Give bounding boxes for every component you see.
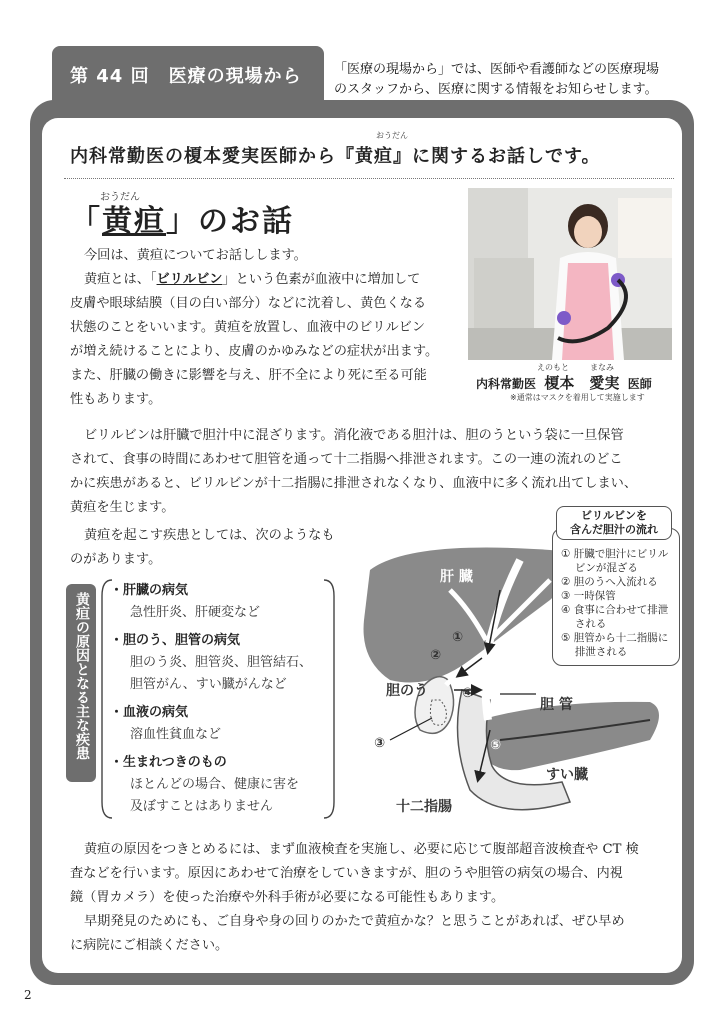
cause-group: ・生まれつきのもの ほとんどの場合、健康に害を 及ぼすことはありません — [110, 755, 300, 814]
intro-text: 「医療の現場から」では、医師や看護師などの医療現場 のスタッフから、医療に関する情報をお知らせします。 — [334, 62, 660, 97]
flow-legend-title: ビリルビンを 含んだ胆汁の流れ — [556, 506, 672, 540]
marker-5: ⑤ — [490, 738, 502, 753]
divider — [64, 178, 674, 179]
marker-2: ② — [430, 648, 442, 663]
paragraph-bilirubin: ビリルビンは肝臓で胆汁中に混ざります。消化液である胆汁は、胆のうという袋に一旦保管 されて、食事の時間にあわせて胆管を通って十二指腸へ排泄されます。この一連の流れのどこ かに疾患があると、ビリルビンが十二指腸に排泄されなくなり、血液中に多く流れ出てしまい、 黄疸を生じます。 — [70, 428, 638, 515]
series-label: 第 44 回 医療の現場から — [70, 66, 302, 87]
causes-list — [110, 580, 336, 818]
marker-4: ④ — [462, 686, 474, 701]
photo-caption: 内科常勤医 榎本 愛実 医師 — [476, 374, 652, 392]
causes-side-label: 黄疸の原因となる主な疾患 — [74, 592, 90, 760]
label-liver: 肝 臓 — [440, 569, 473, 585]
doctor-photo — [468, 188, 672, 360]
label-bileduct: 胆 管 — [540, 697, 573, 713]
headline-ruby: おうだん — [376, 131, 408, 140]
paragraph-diagnosis: 黄疸の原因をつきとめるには、まず血液検査を実施し、必要に応じて腹部超音波検査や CT 検 査などを行います。原因にあわせて治療をしていきますが、胆のうや胆管の病気の場合、内視 鏡（胃カメラ）を使った治療や外科手術が必要になる可能性もあります。 早期発見のためにも、ご自身や身の回りのかたで黄疸かな？と思うことがあれば、ぜひ早め に病院にご相談ください。 — [70, 842, 639, 953]
label-duodenum: 十二指腸 — [396, 799, 452, 815]
label-pancreas: すい臓 — [546, 767, 588, 783]
title-ruby: おうだん — [100, 192, 140, 203]
article-title: 「黄疸」のお話 — [70, 204, 294, 239]
headline: 内科常勤医の榎本愛実医師から『黄疸』に関するお話しです。 — [70, 146, 601, 167]
marker-1: ① — [452, 630, 464, 645]
name-ruby-given: まなみ — [590, 363, 614, 372]
cause-group: ・血液の病気 溶血性貧血など — [110, 705, 222, 742]
flow-legend: ① 肝臓で胆汁にビリル ビンが混ざる ② 胆のうへ入流れる ③ 一時保管 ④ 食事に合わせて排泄 される ⑤ 胆管から十二指腸に 排泄される — [552, 528, 680, 666]
paragraph-causes-intro: 黄疸を起こす疾患としては、次のようなも のがあります。 — [70, 528, 335, 567]
paragraph-intro: 今回は、黄疸についてお話しします。 黄疸とは、「ビリルビン」という色素が血液中に増加して 皮膚や眼球結膜（目の白い部分）などに沈着し、黄色くなる 状態のことをいいます。黄疸を放置し、血液中のビリルビン が増え続けることにより、皮膚のかゆみなどの症状が出ます。 また、肝臓の働きに影響を与え、肝不全により死に至る可能 性もあります。 — [70, 248, 439, 407]
name-ruby-family: えのもと — [537, 363, 569, 372]
cause-group: ・肝臓の病気 急性肝炎、肝硬変など — [110, 583, 261, 620]
label-gallbladder: 胆のう — [386, 683, 428, 699]
cause-group: ・胆のう、胆管の病気 胆のう炎、胆管炎、胆管結石、 胆管がん、すい臓がんなど — [110, 633, 313, 692]
page-number: 2 — [24, 988, 32, 1002]
marker-3: ③ — [374, 736, 386, 751]
photo-note: ※通常はマスクを着用して実施します — [510, 393, 645, 402]
